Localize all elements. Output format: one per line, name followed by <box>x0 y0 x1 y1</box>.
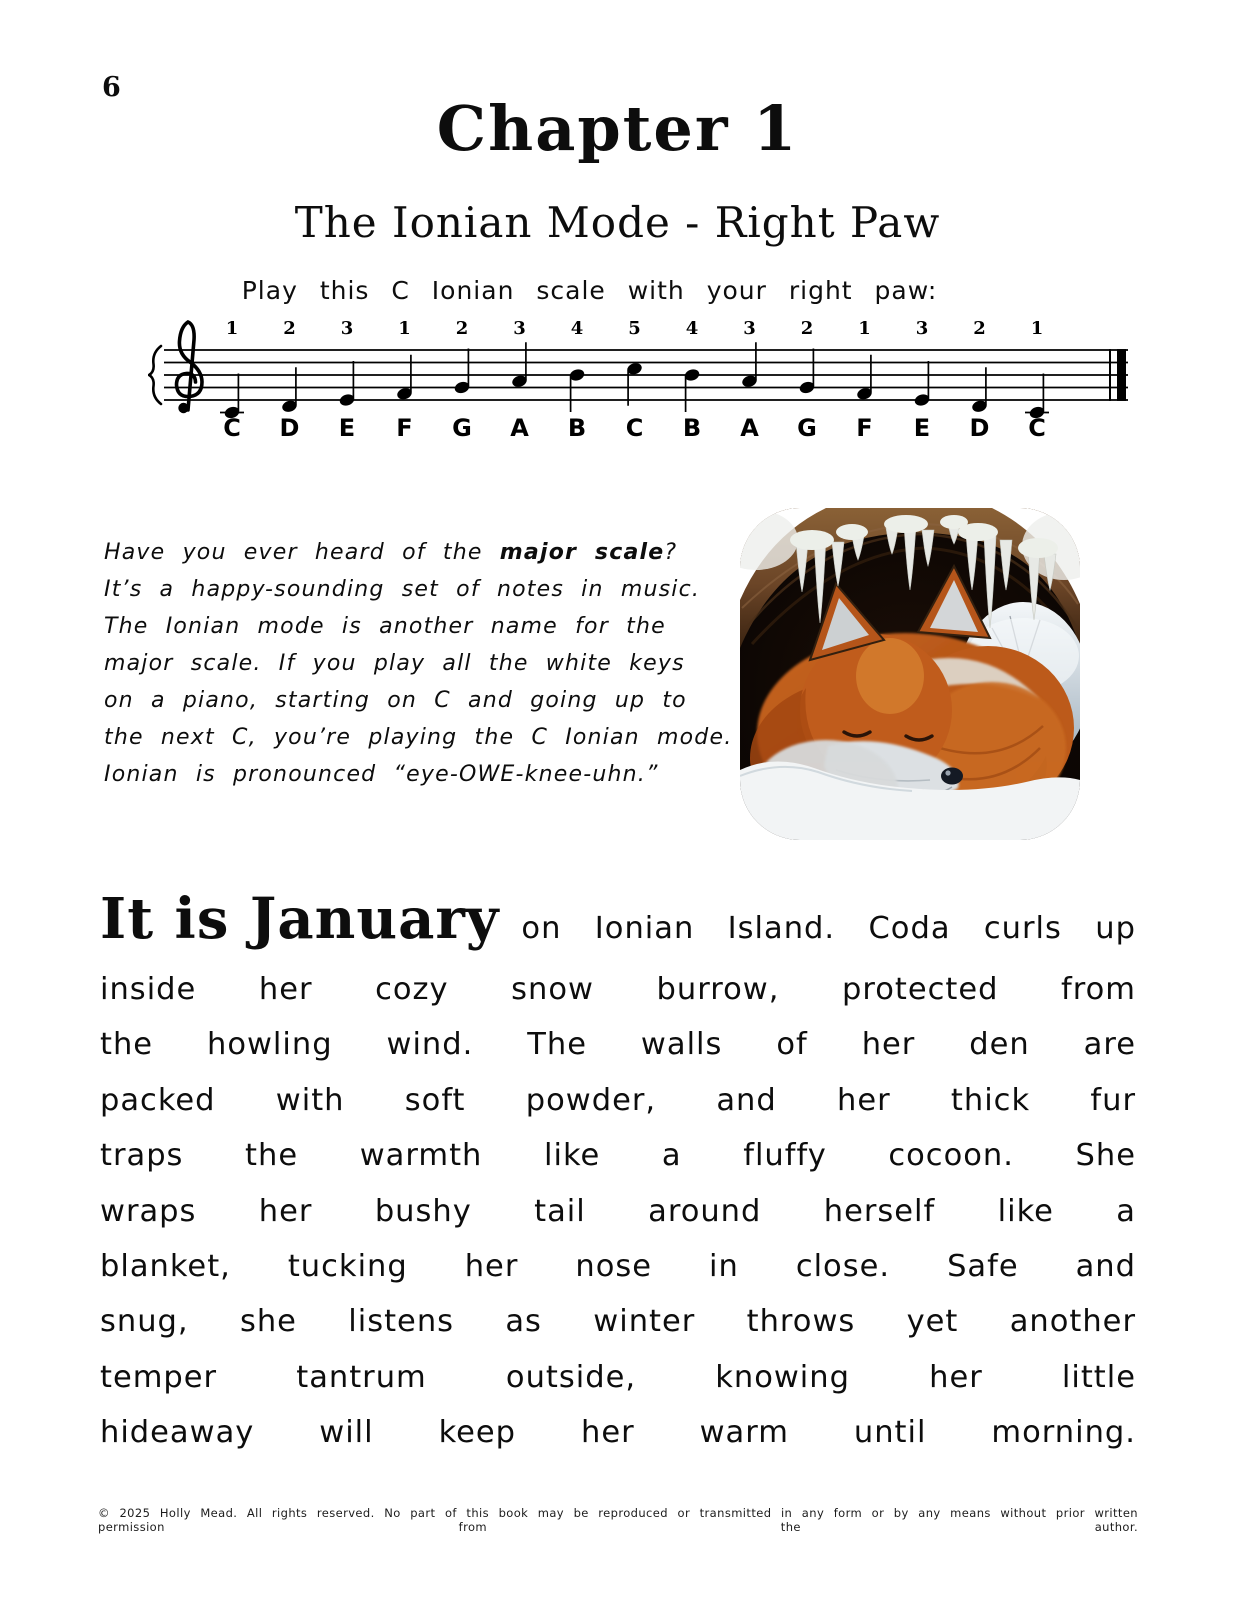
story-heading: It is January <box>100 886 500 952</box>
page-number: 6 <box>102 72 121 103</box>
note-letter: B <box>682 414 702 442</box>
story-line: inside her cozy snow burrow, protected from <box>100 972 1136 1007</box>
story-line: on Ionian Island. Coda curls up <box>521 911 1136 946</box>
exercise-instruction: Play this C Ionian scale with your right paw: <box>241 276 938 305</box>
story-line: snug, she listens as winter throws yet another <box>100 1304 1136 1340</box>
note-G-11 <box>797 318 817 442</box>
staff-brace <box>149 346 161 404</box>
note-B-9 <box>683 318 701 442</box>
note-C-1 <box>220 318 244 442</box>
info-line: It’s a happy-sounding set of notes in music. <box>104 577 701 602</box>
music-staff-svg <box>148 312 1140 444</box>
info-paragraph <box>104 534 736 793</box>
finger-number: 5 <box>628 318 641 339</box>
note-letter: B <box>567 414 587 442</box>
finger-number: 1 <box>398 318 411 339</box>
note-G-5 <box>452 318 472 442</box>
info-line: The Ionian mode is another name for the <box>104 614 666 639</box>
note-E-3 <box>338 318 355 442</box>
fox-illustration <box>740 508 1080 840</box>
note-letter: G <box>452 414 472 442</box>
finger-number: 1 <box>858 318 871 339</box>
story-line: temper tantrum outside, knowing her little <box>100 1359 1136 1395</box>
finger-number: 4 <box>570 318 584 339</box>
finger-number: 4 <box>685 318 699 339</box>
info-line: the next C, you’re playing the C Ionian mode. <box>104 725 733 750</box>
finger-number: 1 <box>1030 318 1044 339</box>
finger-number: 1 <box>225 318 239 339</box>
note-letter: E <box>338 414 356 442</box>
bold-phrase: major scale <box>499 540 665 565</box>
story-line: packed with soft powder, and her thick fur <box>100 1082 1136 1118</box>
note-A-10 <box>740 318 759 442</box>
story-paragraph <box>100 886 1136 1461</box>
finger-number: 3 <box>743 318 756 339</box>
info-line: Ionian is pronounced “eye-OWE-knee-uhn.” <box>104 762 659 787</box>
note-letter: C <box>223 414 241 442</box>
finger-number: 3 <box>340 318 354 339</box>
finger-number: 3 <box>915 318 929 339</box>
barline-thick <box>1117 349 1126 401</box>
finger-number: 2 <box>283 318 296 339</box>
finger-number: 2 <box>455 318 469 339</box>
note-letter: F <box>856 414 873 442</box>
story-line: the howling wind. The walls of her den are <box>100 1027 1136 1063</box>
note-letter: G <box>797 414 817 442</box>
note-letter: E <box>913 414 931 442</box>
story-first-line <box>100 886 1136 962</box>
treble-clef-ball <box>178 403 188 413</box>
note-letter: D <box>279 414 300 442</box>
info-line: major scale. If you play all the white keys <box>104 651 685 676</box>
finger-number: 3 <box>513 318 526 339</box>
note-letter: A <box>510 414 529 442</box>
note-letter: C <box>1028 414 1046 442</box>
note-letter: A <box>740 414 759 442</box>
note-F-12 <box>856 318 873 442</box>
info-line: Have you ever heard of the major scale? <box>104 540 678 565</box>
story-line: wraps her bushy tail around herself like a <box>100 1193 1136 1229</box>
story-line: blanket, tucking her nose in close. Safe and <box>100 1249 1136 1285</box>
treble-clef-icon <box>177 322 203 410</box>
note-letter: C <box>625 414 644 442</box>
note-D-14 <box>970 318 990 442</box>
finger-number: 2 <box>973 318 986 339</box>
note-D-2 <box>280 318 300 442</box>
note-C-15 <box>1025 318 1049 442</box>
chapter-subtitle: The Ionian Mode - Right Paw <box>294 198 941 247</box>
note-C-8 <box>626 318 644 442</box>
note-B-7 <box>568 318 586 442</box>
copyright-footer: © 2025 Holly Mead. All rights reserved. No part of this book may be reproduced or transmitted in any form or by any means without prior written permission from the author. <box>98 1506 1138 1534</box>
note-A-6 <box>510 318 529 442</box>
story-line: hideaway will keep her warm until morning. <box>100 1415 1136 1451</box>
chapter-title: Chapter 1 <box>436 92 799 165</box>
note-F-4 <box>396 318 413 442</box>
note-E-13 <box>913 318 930 442</box>
story-line: traps the warmth like a fluffy cocoon. She <box>100 1138 1136 1174</box>
note-letter: D <box>969 414 990 442</box>
info-line: on a piano, starting on C and going up to <box>104 688 687 713</box>
music-staff <box>148 312 1140 444</box>
finger-number: 2 <box>800 318 814 339</box>
note-letter: F <box>396 414 413 442</box>
